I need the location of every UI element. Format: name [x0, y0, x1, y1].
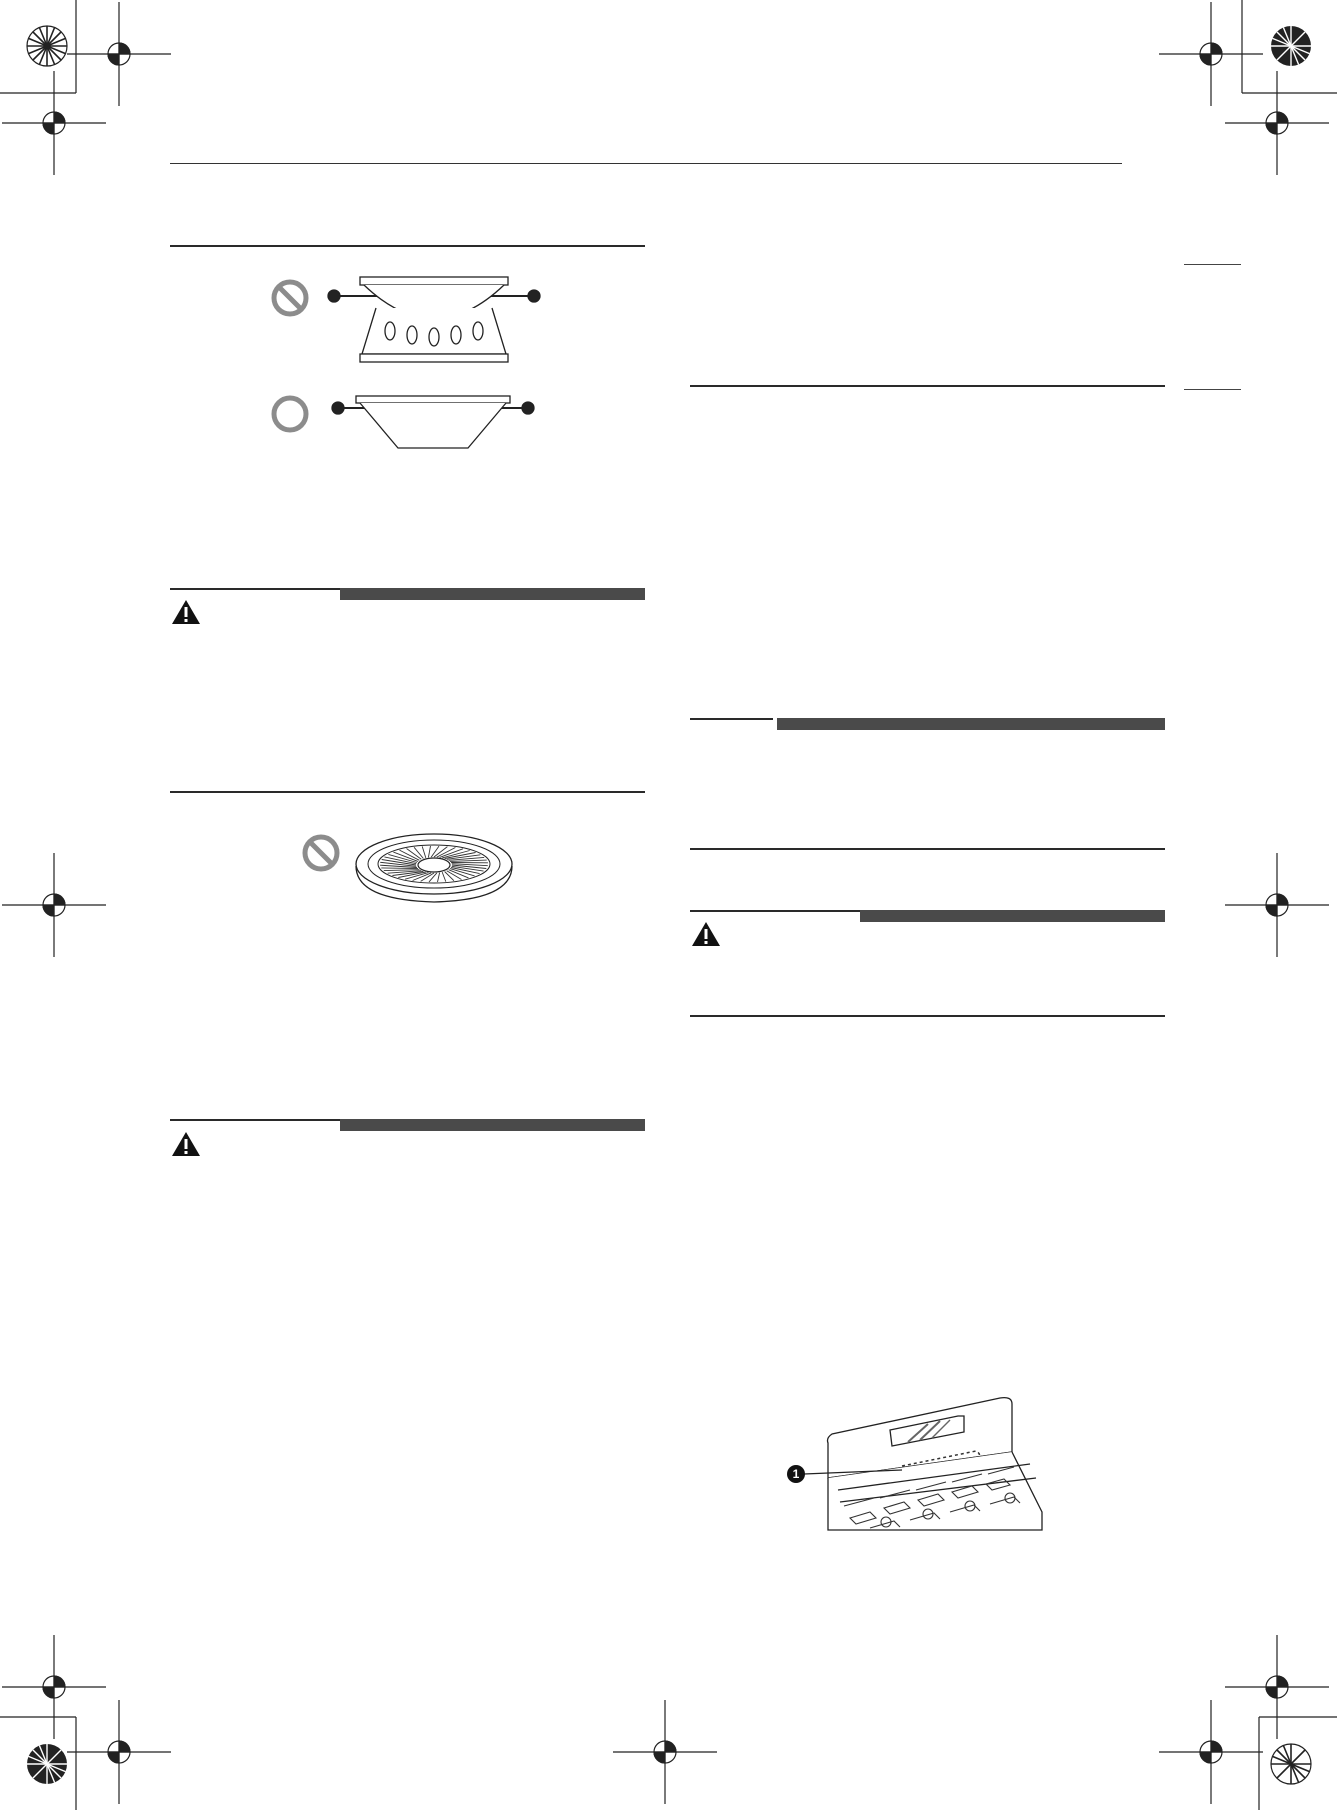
registration-crosshair-icon: [0, 850, 109, 960]
header-rule: [170, 163, 1122, 164]
note-header-bar: [690, 718, 1165, 730]
warning-triangle-icon: [170, 598, 202, 626]
starburst-icon: [1269, 1742, 1313, 1786]
flat-pan-illustration: [332, 390, 532, 450]
prohibited-icon: [270, 278, 310, 318]
section-rule: [170, 791, 645, 793]
number-callout-icon: [787, 1465, 805, 1483]
warning-triangle-icon: [690, 920, 722, 948]
prohibited-icon: [301, 833, 341, 873]
wok-on-burner-illustration: [324, 272, 544, 372]
registration-crosshair-icon: [610, 1697, 720, 1807]
range-control-panel-illustration: [780, 1380, 1070, 1530]
circle-ok-icon: [270, 394, 310, 434]
registration-crosshair-icon: [64, 1697, 174, 1807]
registration-crosshair-icon: [1222, 68, 1332, 178]
registration-crosshair-icon: [1156, 1697, 1266, 1807]
warning-header-bar: [170, 588, 645, 600]
starburst-icon: [1269, 24, 1313, 68]
section-rule: [690, 1015, 1165, 1017]
section-rule: [690, 848, 1165, 850]
side-tab-marker: [1184, 264, 1241, 265]
side-tab-marker: [1184, 389, 1241, 390]
registration-crosshair-icon: [1222, 850, 1332, 960]
callout-number: 1: [792, 1467, 800, 1481]
section-rule: [690, 385, 1165, 387]
starburst-icon: [25, 1742, 69, 1786]
burner-grate-disc-illustration: [352, 830, 516, 914]
section-rule: [170, 245, 645, 247]
warning-header-bar: [690, 910, 1165, 922]
registration-crosshair-icon: [0, 68, 109, 178]
warning-header-bar: [170, 1119, 645, 1131]
warning-triangle-icon: [170, 1130, 202, 1158]
starburst-icon: [25, 24, 69, 68]
